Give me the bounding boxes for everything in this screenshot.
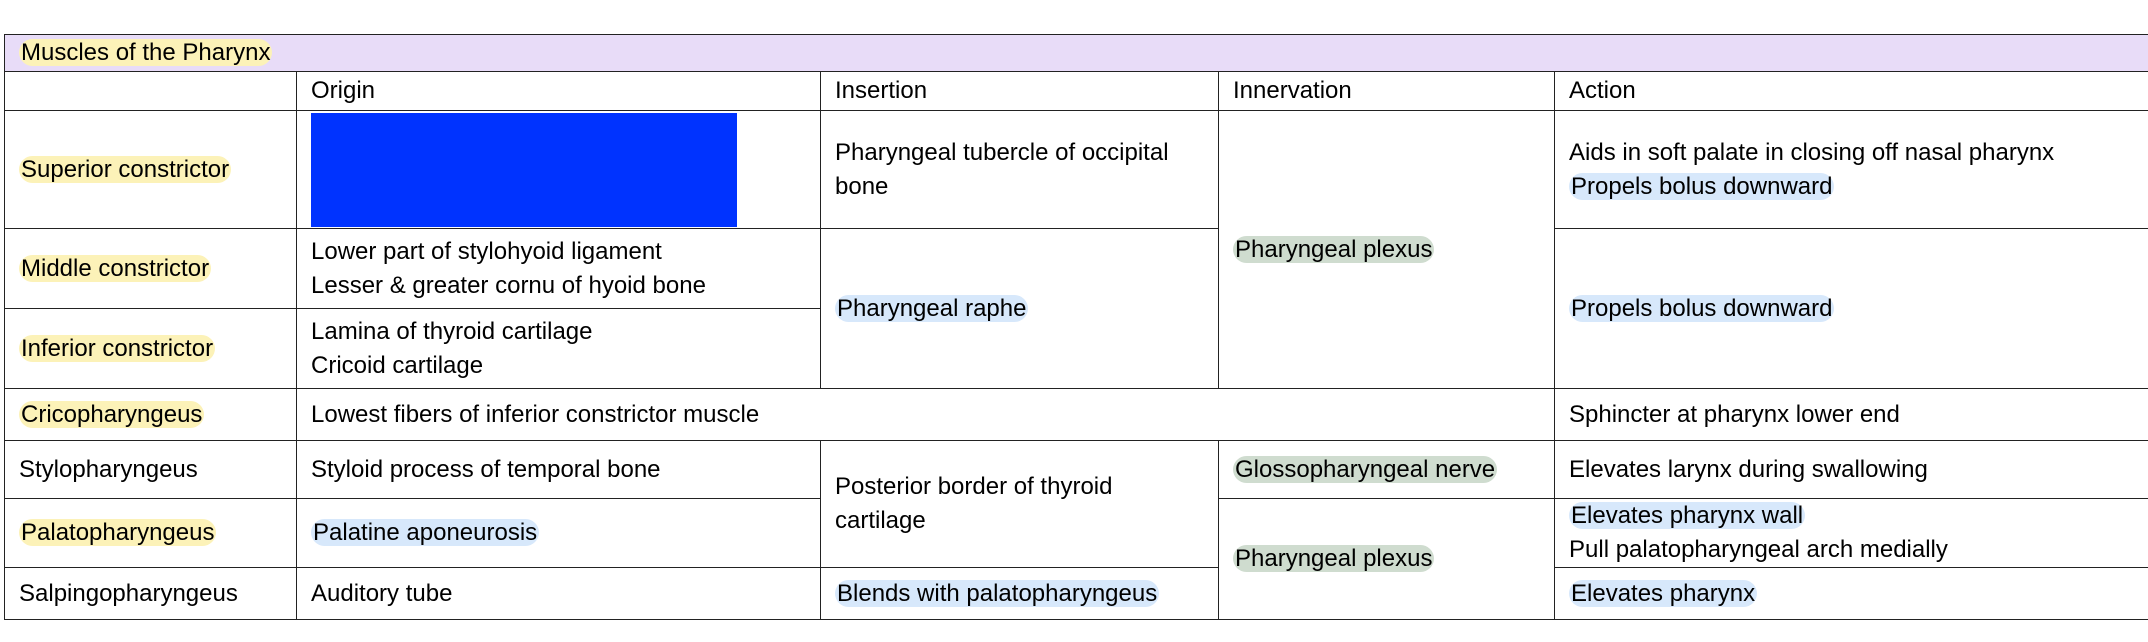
muscle-name-cell — [5, 441, 297, 499]
table-row-stylopharyngeus — [5, 441, 2148, 499]
table-title: Muscles of the Pharynx — [5, 35, 2148, 72]
muscle-name-cell — [5, 111, 297, 229]
origin-cell: Palatine aponeurosis — [297, 499, 821, 568]
muscle-name: Inferior constrictor — [21, 334, 214, 362]
header-row — [5, 72, 2148, 111]
table-row-cricopharyngeus — [5, 389, 2148, 441]
innervation-cell-constrictors: Pharyngeal plexus — [1219, 111, 1555, 389]
action-cell: Elevates pharynx wall Pull palatopharyngeal arch medially — [1555, 499, 2148, 568]
innervation-cell-plexus: Pharyngeal plexus — [1219, 499, 1555, 620]
origin-cell: Styloid process of temporal bone — [297, 441, 821, 499]
muscle-name: Cricopharyngeus — [21, 400, 203, 428]
muscle-name-cell — [5, 389, 297, 441]
insertion-cell-raphe: Pharyngeal raphe — [821, 229, 1219, 389]
table-row-salpingopharyngeus — [5, 568, 2148, 620]
insertion-cell: Blends with palatopharyngeus — [821, 568, 1219, 620]
table-row-superior-constrictor — [5, 111, 2148, 229]
table-row-middle-constrictor — [5, 229, 2148, 309]
header-innervation: Innervation — [1219, 72, 1555, 111]
action-cell: Elevates pharynx — [1555, 568, 2148, 620]
origin-insertion-cell: Lowest fibers of inferior constrictor muscle — [297, 389, 1555, 441]
action-cell: Sphincter at pharynx lower end — [1555, 389, 2148, 441]
origin-cell: Lamina of thyroid cartilage Cricoid cartilage — [297, 309, 821, 389]
origin-cell: Lower part of stylohyoid ligament Lesser & greater cornu of hyoid bone — [297, 229, 821, 309]
header-action: Action — [1555, 72, 2148, 111]
title-row — [5, 35, 2148, 72]
header-insertion: Insertion — [821, 72, 1219, 111]
pharynx-muscles-table — [4, 34, 2148, 620]
header-blank — [5, 72, 297, 111]
muscle-name: Stylopharyngeus — [19, 455, 198, 483]
action-cell: Aids in soft palate in closing off nasal pharynx Propels bolus downward — [1555, 111, 2148, 229]
origin-cell: Auditory tube — [297, 568, 821, 620]
muscle-name-cell — [5, 309, 297, 389]
muscle-name: Palatopharyngeus — [21, 519, 215, 546]
muscle-name: Salpingopharyngeus — [19, 579, 238, 607]
muscle-name-cell — [5, 229, 297, 309]
insertion-cell-thyroid: Posterior border of thyroid cartilage — [821, 441, 1219, 568]
insertion-cell: Pharyngeal tubercle of occipital bone — [821, 111, 1219, 229]
origin-cell-redacted — [297, 111, 821, 229]
muscle-name: Middle constrictor — [21, 254, 210, 282]
header-origin: Origin — [297, 72, 821, 111]
innervation-cell: Glossopharyngeal nerve — [1219, 441, 1555, 499]
muscle-name: Superior constrictor — [21, 155, 230, 183]
action-cell: Elevates larynx during swallowing — [1555, 441, 2148, 499]
redaction-block — [311, 113, 737, 227]
action-cell-propels: Propels bolus downward — [1555, 229, 2148, 389]
muscle-name-cell — [5, 499, 297, 568]
muscle-name-cell — [5, 568, 297, 620]
